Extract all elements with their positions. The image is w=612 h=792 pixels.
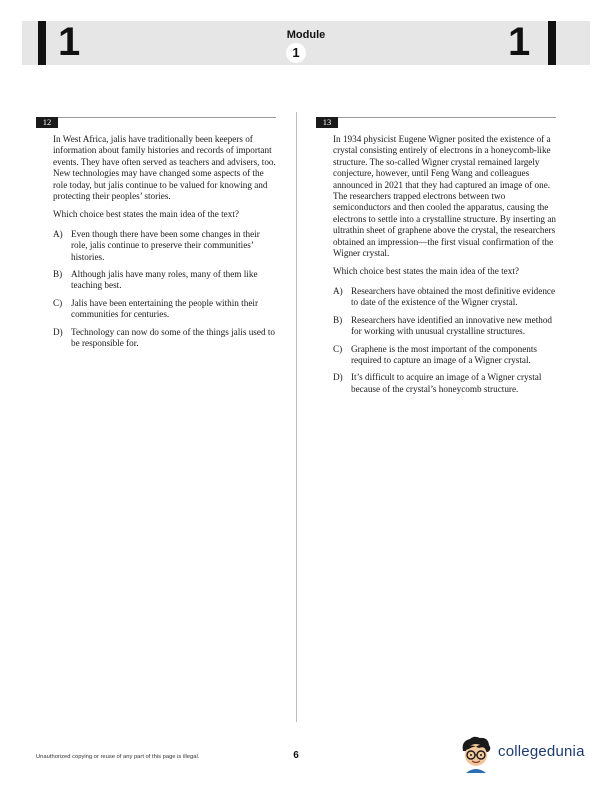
choice-text: Graphene is the most important of the components required to capture an image of a Wigner crystal. [351,343,538,365]
choice-a[interactable] [53,229,276,263]
choice-letter: C) [53,297,63,308]
answer-choices [333,286,556,395]
choice-letter: A) [53,228,63,239]
choice-text: Researchers have identified an innovative new method for working with unusual crystalline structures. [351,314,553,337]
question-rule [316,117,556,128]
page-number: 6 [293,750,299,761]
choice-letter: A) [333,285,343,296]
header-left-block [38,21,46,65]
student-mascot-icon [457,735,495,775]
choice-letter: D) [333,372,343,383]
choice-letter: B) [53,269,63,280]
passage-text: In 1934 physicist Eugene Wigner posited the existence of a crystal consisting entirely of electrons in a honeycomb-like structure. The so-called Wigner crystal remained largely conjecture, however, until Feng Wang and colleagues announced in 2021 that they had captured an image of one. The researchers trapped electrons between two semiconductors and then cooled the apparatus, causing the electrons to settle into a crystalline structure. By inserting an ultrathin sheet of graphene above the crystal, the researchers obtained an impression—the first visual confirmation of the Wigner crystal. [333,134,556,259]
choice-text: Jalis have been entertaining the people within their communities for centuries. [71,297,259,320]
passage-text: In West Africa, jalis have traditionally been keepers of information about family histories and records of important events. They have often served as teachers and advisers, too. New technologies may have changed some aspects of the role today, but jalis continue to be valued for knowing and protecting their peoples’ stories. [53,134,276,202]
choice-text: Even though there have been some changes in their role, jalis continue to preserve their communities’ histories. [71,228,260,262]
question-number-badge: 13 [316,117,338,128]
choice-d[interactable] [53,327,276,350]
header-right-block [548,21,556,65]
choice-c[interactable] [333,344,556,367]
question-12 [36,117,276,356]
module-number-badge: 1 [286,43,306,63]
choice-text: Researchers have obtained the most definitive evidence to date of the existence of the Wigner crystal. [351,285,556,308]
module-label: Module [286,29,326,41]
module-header-bar [22,21,590,65]
choice-d[interactable] [333,372,556,395]
choice-letter: D) [53,326,63,337]
choice-letter: B) [333,314,343,325]
question-13 [316,117,556,401]
choice-a[interactable] [333,286,556,309]
choice-text: Although jalis have many roles, many of them like teaching best. [71,269,258,291]
question-rule [36,117,276,128]
choice-b[interactable] [333,315,556,338]
column-divider [296,112,297,722]
brand-name: collegedunia [498,743,585,760]
choice-b[interactable] [53,269,276,292]
header-right-number: 1 [508,20,531,64]
choice-letter: C) [333,343,343,354]
question-prompt: Which choice best states the main idea of the text? [333,266,519,277]
choice-text: It’s difficult to acquire an image of a Wigner crystal because of the crystal’s honeycomb structure. [351,372,542,394]
copyright-notice: Unauthorized copying or reuse of any part of this page is illegal. [36,754,200,760]
choice-text: Technology can now do some of the things jalis used to be responsible for. [71,326,275,349]
choice-c[interactable] [53,298,276,321]
question-prompt: Which choice best states the main idea of the text? [53,209,239,220]
answer-choices [53,229,276,350]
question-number-badge: 12 [36,117,58,128]
brand-logo[interactable] [457,735,587,777]
header-left-number: 1 [58,20,81,64]
